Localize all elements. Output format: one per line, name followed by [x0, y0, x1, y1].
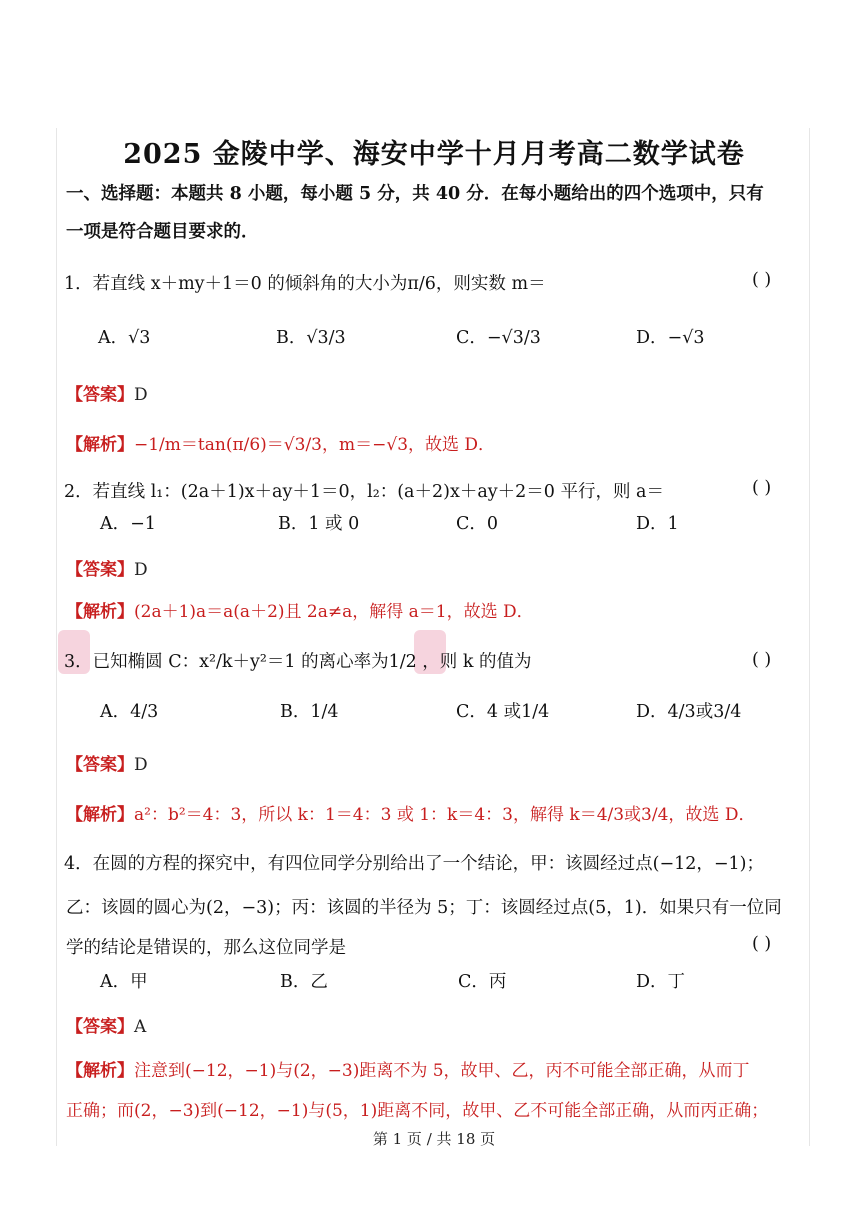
question-4-stem-line2: 乙：该圆的圆心为(2，−3)；丙：该圆的半径为 5；丁：该圆经过点(5，1)．如果只有一位同 [66, 898, 782, 918]
question-2-option-d: D．1 [636, 514, 679, 534]
answer-tag: 【答案】 [66, 1017, 134, 1037]
question-4-stem-line3: 学的结论是错误的，那么这位同学是 [66, 938, 346, 958]
answer-value: D [134, 385, 148, 405]
question-4-bracket: ( ) [752, 934, 772, 954]
question-3-option-b: B．1/4 [280, 702, 339, 722]
question-3-option-a: A．4/3 [100, 702, 159, 722]
question-1-option-c: C．−√3/3 [456, 328, 541, 348]
question-2-option-a: A．−1 [100, 514, 156, 534]
question-4-option-d: D．丁 [636, 972, 686, 992]
answer-tag: 【答案】 [66, 560, 134, 580]
question-3-solution [66, 800, 755, 825]
answer-value: D [134, 560, 148, 580]
question-2-solution [66, 597, 534, 622]
question-2-bracket: ( ) [752, 478, 772, 498]
question-3-option-c: C．4 或1/4 [456, 702, 550, 722]
question-2-option-c: C．0 [456, 514, 499, 534]
page-footer: 第 1 页 / 共 18 页 [372, 1130, 496, 1148]
solution-text: −1/m＝tan(π/6)＝√3/3，m＝−√3，故选 D． [134, 435, 496, 455]
question-1-option-b: B．√3/3 [276, 328, 346, 348]
question-2-option-b: B．1 或 0 [278, 514, 360, 534]
question-3-stem: 3．已知椭圆 C：x²/k＋y²＝1 的离心率为1/2 ，则 k 的值为 [64, 652, 532, 672]
answer-value: A [134, 1017, 147, 1037]
question-4-option-a: A．甲 [100, 972, 148, 992]
solution-text: 注意到(−12，−1)与(2，−3)距离不为 5，故甲、乙，丙不可能全部正确，从而丁 [134, 1061, 750, 1081]
question-2-answer [66, 555, 148, 580]
question-4-answer [66, 1012, 146, 1037]
solution-text: (2a＋1)a＝a(a＋2)且 2a≠a，解得 a＝1，故选 D． [134, 602, 534, 622]
question-4-option-c: C．丙 [458, 972, 507, 992]
solution-tag: 【解析】 [66, 805, 134, 825]
question-4-stem-line1: 4．在圆的方程的探究中，有四位同学分别给出了一个结论，甲：该圆经过点(−12，−1)； [64, 854, 765, 874]
question-1-option-a: A．√3 [98, 328, 151, 348]
question-1-stem: 1．若直线 x＋my＋1＝0 的倾斜角的大小为π/6，则实数 m＝ [64, 274, 546, 294]
question-1-solution [66, 430, 495, 455]
solution-tag: 【解析】 [66, 602, 134, 622]
solution-tag: 【解析】 [66, 435, 134, 455]
question-4-solution-line1 [66, 1056, 750, 1081]
question-1-option-d: D．−√3 [636, 328, 705, 348]
solution-text: a²：b²＝4：3，所以 k：1＝4：3 或 1：k＝4：3，解得 k＝4/3或3/4，故选 D． [134, 805, 756, 825]
answer-tag: 【答案】 [66, 385, 134, 405]
question-4-solution-line2: 正确；而(2，−3)到(−12，−1)与(5，1)距离不同，故甲、乙不可能全部正确，从而丙正确； [66, 1101, 769, 1121]
question-1-bracket: ( ) [752, 270, 772, 290]
question-3-option-d: D．4/3或3/4 [636, 702, 742, 722]
question-3-answer [66, 750, 148, 775]
section-heading-line2: 一项是符合题目要求的． [66, 222, 259, 242]
question-1-answer [66, 380, 148, 405]
section-heading-line1: 一、选择题：本题共 8 小题，每小题 5 分，共 40 分．在每小题给出的四个选项中，只有 [66, 184, 764, 204]
answer-tag: 【答案】 [66, 755, 134, 775]
solution-tag: 【解析】 [66, 1061, 134, 1081]
page-title: 2025 金陵中学、海安中学十月月考高二数学试卷 [123, 139, 745, 170]
answer-value: D [134, 755, 148, 775]
question-2-stem: 2．若直线 l₁：(2a＋1)x＋ay＋1＝0，l₂：(a＋2)x＋ay＋2＝0 平行，则 a＝ [64, 482, 664, 502]
question-3-bracket: ( ) [752, 650, 772, 670]
question-4-option-b: B．乙 [280, 972, 328, 992]
